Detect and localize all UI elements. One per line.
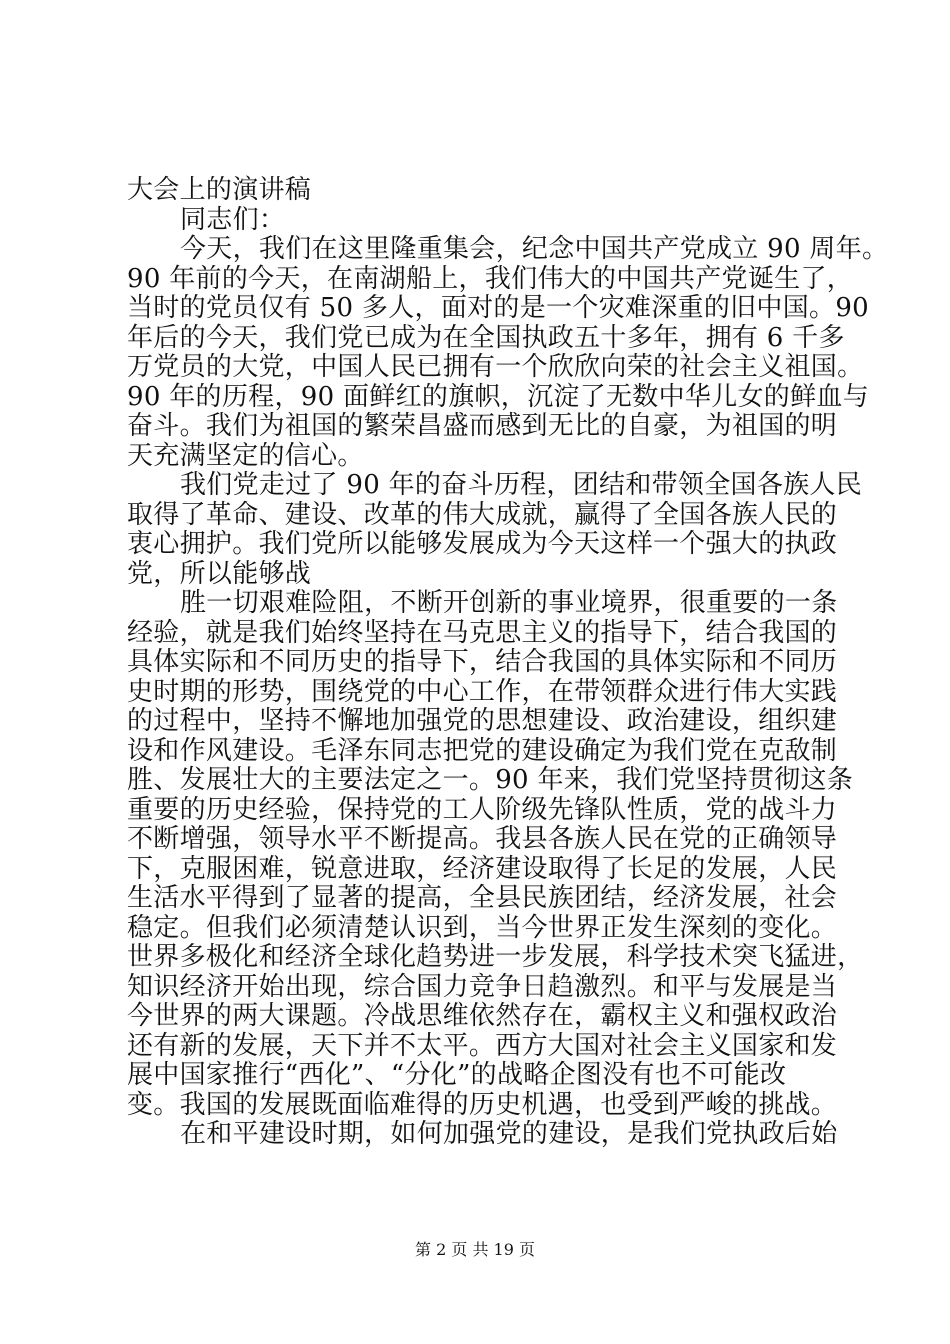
text-line: 知识经济开始出现，综合国力竞争日趋激烈。和平与发展是当: [127, 971, 838, 1002]
text-line: 变。我国的发展既面临难得的历史机遇，也受到严峻的挑战。: [127, 1089, 838, 1120]
text-line: 具体实际和不同历史的指导下，结合我国的具体实际和不同历: [127, 647, 838, 677]
text-line: 稳定。但我们必须清楚认识到，当今世界正发生深刻的变化。: [127, 912, 838, 943]
page-footer: [0, 1240, 950, 1260]
text-line: 胜、发展壮大的主要法定之一。90 年来，我们党坚持贯彻这条: [127, 765, 854, 795]
text-line: 史时期的形势，围绕党的中心工作，在带领群众进行伟大实践: [127, 676, 838, 707]
body-text: [127, 175, 889, 1150]
text-line: 党，所以能够战: [127, 558, 312, 589]
text-line: 今天，我们在这里隆重集会，纪念中国共产党成立 90 周年。: [180, 234, 889, 264]
text-line: 万党员的大党，中国人民已拥有一个欣欣向荣的社会主义祖国。: [127, 352, 864, 382]
text-line: 展中国家推行“西化”、“分化”的战略企图没有也不可能改: [127, 1060, 787, 1090]
text-line: 90 年的历程，90 面鲜红的旗帜，沉淀了无数中华儿女的鲜血与: [127, 381, 869, 412]
text-line: 年后的今天，我们党已成为在全国执政五十多年，拥有 6 千多: [127, 322, 845, 353]
text-line: 世界多极化和经济全球化趋势进一步发展，科学技术突飞猛进，: [127, 942, 864, 972]
text-line: 不断增强，领导水平不断提高。我县各族人民在党的正确领导: [127, 824, 838, 854]
text-line: 设和作风建设。毛泽东同志把党的建设确定为我们党在克敌制: [127, 735, 838, 766]
text-line: 奋斗。我们为祖国的繁荣昌盛而感到无比的自豪，为祖国的明: [127, 411, 838, 441]
text-line: 重要的历史经验，保持党的工人阶级先锋队性质，党的战斗力: [127, 794, 838, 825]
text-line: 经验，就是我们始终坚持在马克思主义的指导下，结合我国的: [127, 617, 838, 648]
text-line: 天充满坚定的信心。: [127, 440, 364, 471]
text-line: 在和平建设时期，如何加强党的建设，是我们党执政后始: [180, 1119, 838, 1149]
text-line: 胜一切艰难险阻，不断开创新的事业境界，很重要的一条: [180, 588, 838, 618]
text-line: 取得了革命、建设、改革的伟大成就，赢得了全国各族人民的: [127, 499, 838, 530]
page-number-label: 第 2 页 共 19 页: [415, 1240, 535, 1259]
text-line: 同志们：: [180, 204, 286, 235]
text-line: 生活水平得到了显著的提高，全县民族团结，经济发展，社会: [127, 883, 838, 913]
text-line: 的过程中，坚持不懈地加强党的思想建设、政治建设，组织建: [127, 706, 838, 736]
text-line: 今世界的两大课题。冷战思维依然存在，霸权主义和强权政治: [127, 1001, 838, 1031]
text-line: 90 年前的今天，在南湖船上，我们伟大的中国共产党诞生了，: [127, 263, 854, 294]
text-line: 我们党走过了 90 年的奋斗历程，团结和带领全国各族人民: [180, 470, 863, 500]
text-line: 大会上的演讲稿: [127, 175, 312, 205]
text-line: 还有新的发展，天下并不太平。西方大国对社会主义国家和发: [127, 1030, 838, 1061]
text-line: 下，克服困难，锐意进取，经济建设取得了长足的发展，人民: [127, 853, 838, 884]
text-line: 当时的党员仅有 50 多人，面对的是一个灾难深重的旧中国。90: [127, 293, 869, 323]
text-line: 衷心拥护。我们党所以能够发展成为今天这样一个强大的执政: [127, 529, 838, 559]
